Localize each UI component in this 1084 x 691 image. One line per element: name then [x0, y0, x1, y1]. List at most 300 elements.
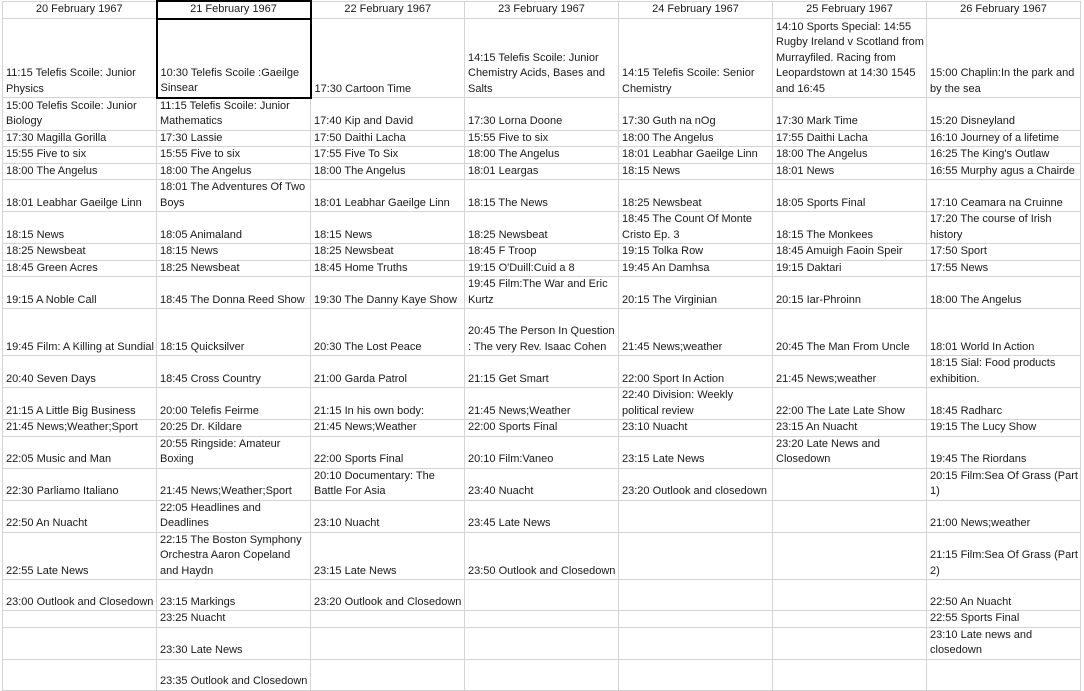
schedule-cell[interactable] — [311, 436, 465, 468]
schedule-cell[interactable] — [619, 212, 773, 244]
schedule-cell[interactable] — [465, 19, 619, 98]
schedule-cell[interactable] — [157, 212, 311, 244]
schedule-cell[interactable] — [465, 277, 619, 309]
schedule-cell[interactable] — [3, 19, 157, 98]
schedule-cell[interactable] — [927, 627, 1081, 659]
program-entry: 21:45 News;weather — [622, 340, 723, 353]
program-entry: 21:45 News;Weather — [314, 421, 417, 433]
schedule-cell[interactable] — [465, 309, 619, 356]
date-header[interactable]: 25 February 1967 — [773, 1, 927, 19]
schedule-cell[interactable] — [157, 19, 311, 98]
program-entry: 15:55 Five to six — [6, 148, 87, 160]
schedule-row — [3, 420, 1081, 437]
program-entry: 22:00 The Late Late Show — [776, 404, 905, 417]
program-entry: 18:01 Leargas — [468, 164, 539, 177]
program-entry: 18:45 Home Truths — [314, 261, 408, 274]
schedule-cell[interactable] — [3, 98, 157, 131]
schedule-cell[interactable] — [773, 388, 927, 420]
schedule-cell[interactable] — [619, 130, 773, 147]
program-entry: 18:45 Green Acres — [6, 261, 98, 274]
schedule-cell[interactable] — [619, 163, 773, 180]
program-entry: 23:35 Outlook and Closedown — [160, 675, 308, 687]
schedule-cell[interactable] — [3, 532, 157, 580]
program-entry: 18:00 The Angelus — [468, 148, 560, 160]
schedule-cell[interactable] — [927, 163, 1081, 180]
program-entry: 18:15 The News — [468, 196, 548, 209]
program-entry: 18:45 Radharc — [930, 404, 1003, 417]
program-entry: 19:15 A Noble Call — [6, 293, 97, 306]
schedule-cell[interactable] — [773, 356, 927, 388]
schedule-cell[interactable] — [619, 180, 773, 212]
schedule-cell[interactable] — [773, 309, 927, 356]
program-entry: 23:25 Nuacht — [160, 612, 226, 624]
schedule-cell[interactable] — [311, 532, 465, 580]
schedule-cell[interactable] — [311, 277, 465, 309]
program-entry: 17:30 Guth na nOg — [622, 115, 716, 127]
program-entry: 18:45 F Troop — [468, 245, 537, 257]
schedule-cell[interactable] — [927, 260, 1081, 277]
schedule-cell[interactable] — [619, 420, 773, 437]
schedule-cell[interactable] — [465, 147, 619, 164]
program-entry: 23:30 Late News — [160, 644, 243, 656]
program-entry: 22:15 The Boston Symphony Orchestra Aaron Copeland and Haydn — [160, 533, 302, 577]
program-entry: 18:45 Cross Country — [160, 372, 261, 385]
schedule-row — [3, 611, 1081, 628]
schedule-cell[interactable] — [311, 180, 465, 212]
program-entry: 17:10 Ceamara na Cruinne — [930, 196, 1063, 209]
schedule-cell[interactable] — [773, 659, 927, 690]
program-entry: 20:45 The Person In Question : The very Rev. Isaac Cohen — [468, 325, 615, 353]
schedule-cell[interactable] — [3, 420, 157, 437]
program-entry: 20:45 The Man From Uncle — [776, 340, 910, 353]
schedule-cell[interactable] — [465, 98, 619, 131]
schedule-cell[interactable] — [927, 244, 1081, 261]
date-header[interactable]: 24 February 1967 — [619, 1, 773, 19]
schedule-cell[interactable] — [157, 611, 311, 628]
schedule-cell[interactable] — [927, 356, 1081, 388]
schedule-cell[interactable] — [465, 627, 619, 659]
schedule-cell[interactable] — [3, 468, 157, 500]
program-entry: 20:30 The Lost Peace — [314, 340, 422, 353]
program-entry: 21:45 News;Weather;Sport — [6, 421, 138, 433]
schedule-cell[interactable] — [773, 532, 927, 580]
program-entry: 11:15 Telefis Scoile: Junior Mathematics — [160, 99, 290, 127]
schedule-cell[interactable] — [311, 627, 465, 659]
schedule-cell[interactable] — [157, 244, 311, 261]
schedule-cell[interactable] — [465, 659, 619, 690]
program-entry: 23:15 An Nuacht — [776, 421, 858, 433]
schedule-cell[interactable] — [773, 98, 927, 131]
schedule-cell[interactable] — [157, 147, 311, 164]
date-header[interactable]: 21 February 1967 — [157, 1, 311, 19]
schedule-cell[interactable] — [927, 212, 1081, 244]
program-entry: 10:30 Telefis Scoile :Gaeilge Sinsear — [160, 66, 300, 94]
schedule-row — [3, 659, 1081, 690]
program-entry: 18:45 The Count Of Monte Cristo Ep. 3 — [622, 213, 753, 241]
schedule-cell[interactable] — [311, 98, 465, 131]
date-header-row — [3, 1, 1081, 19]
schedule-cell[interactable] — [619, 309, 773, 356]
schedule-cell[interactable] — [927, 580, 1081, 611]
schedule-cell[interactable] — [3, 260, 157, 277]
schedule-cell[interactable] — [311, 500, 465, 532]
program-entry: 23:45 Late News — [468, 517, 551, 529]
program-entry: 18:25 Newsbeat — [314, 245, 394, 257]
schedule-cell[interactable] — [3, 436, 157, 468]
schedule-row — [3, 244, 1081, 261]
program-entry: 18:25 Newsbeat — [6, 245, 86, 257]
schedule-cell[interactable] — [927, 611, 1081, 628]
schedule-cell[interactable] — [311, 163, 465, 180]
schedule-cell[interactable] — [157, 468, 311, 500]
schedule-cell[interactable] — [157, 130, 311, 147]
program-entry: 18:01 The Adventures Of Two Boys — [160, 181, 306, 209]
program-entry: 23:10 Late news and closedown — [930, 628, 1033, 656]
schedule-cell[interactable] — [157, 659, 311, 690]
schedule-row — [3, 147, 1081, 164]
schedule-cell[interactable] — [465, 212, 619, 244]
program-entry: 15:55 Five to six — [468, 131, 549, 144]
program-entry: 19:45 Film: A Killing at Sundial — [6, 340, 154, 353]
program-entry: 15:20 Disneyland — [930, 115, 1016, 127]
program-entry: 21:45 News;Weather — [468, 404, 571, 417]
schedule-cell[interactable] — [619, 19, 773, 98]
schedule-cell[interactable] — [157, 277, 311, 309]
schedule-cell[interactable] — [3, 309, 157, 356]
program-entry: 17:50 Sport — [930, 245, 987, 257]
program-entry: 14:15 Telefis Scoile: Senior Chemistry — [622, 67, 755, 95]
schedule-cell[interactable] — [773, 627, 927, 659]
program-entry: 19:45 Film:The War and Eric Kurtz — [468, 278, 608, 306]
schedule-cell[interactable] — [927, 388, 1081, 420]
program-entry: 18:01 World In Action — [930, 340, 1035, 353]
date-header[interactable]: 20 February 1967 — [3, 1, 157, 19]
program-entry: 23:00 Outlook and Closedown — [6, 595, 154, 608]
program-entry: 23:20 Outlook and Closedown — [314, 595, 462, 608]
program-entry: 21:45 News;Weather;Sport — [160, 485, 292, 497]
program-entry: 21:15 In his own body: — [314, 404, 425, 417]
schedule-cell[interactable] — [3, 212, 157, 244]
schedule-cell[interactable] — [311, 580, 465, 611]
program-entry: 18:00 The Angelus — [6, 164, 98, 177]
schedule-cell[interactable] — [3, 130, 157, 147]
schedule-cell[interactable] — [465, 180, 619, 212]
schedule-cell[interactable] — [465, 500, 619, 532]
program-entry: 18:00 The Angelus — [314, 164, 406, 177]
program-entry: 17:20 The course of Irish history — [930, 213, 1052, 241]
schedule-row — [3, 163, 1081, 180]
date-header[interactable]: 26 February 1967 — [927, 1, 1081, 19]
schedule-cell[interactable] — [619, 356, 773, 388]
schedule-cell[interactable] — [619, 627, 773, 659]
program-entry: 20:15 Iar-Phroinn — [776, 293, 861, 306]
program-entry: 23:15 Late News — [314, 564, 397, 577]
program-entry: 18:01 Leabhar Gaeilge Linn — [622, 148, 758, 160]
schedule-cell[interactable] — [3, 611, 157, 628]
schedule-cell[interactable] — [773, 260, 927, 277]
schedule-cell[interactable] — [465, 244, 619, 261]
schedule-cell[interactable] — [773, 468, 927, 500]
schedule-cell[interactable] — [465, 130, 619, 147]
schedule-cell[interactable] — [619, 500, 773, 532]
schedule-cell[interactable] — [773, 580, 927, 611]
schedule-cell[interactable] — [927, 420, 1081, 437]
schedule-cell[interactable] — [619, 260, 773, 277]
program-entry: 19:30 The Danny Kaye Show — [314, 293, 457, 306]
schedule-cell[interactable] — [927, 309, 1081, 356]
schedule-cell[interactable] — [3, 627, 157, 659]
schedule-cell[interactable] — [311, 212, 465, 244]
program-entry: 17:50 Daithi Lacha — [314, 131, 406, 144]
program-entry: 19:15 Daktari — [776, 261, 842, 274]
program-entry: 15:00 Telefis Scoile: Junior Biology — [6, 99, 137, 127]
schedule-cell[interactable] — [773, 180, 927, 212]
program-entry: 16:55 Murphy agus a Chairde — [930, 164, 1075, 177]
program-entry: 19:15 The Lucy Show — [930, 421, 1037, 433]
program-entry: 17:30 Cartoon Time — [314, 82, 412, 95]
program-entry: 18:00 The Angelus — [160, 164, 252, 177]
schedule-row — [3, 309, 1081, 356]
schedule-cell[interactable] — [311, 468, 465, 500]
schedule-cell[interactable] — [311, 659, 465, 690]
program-entry: 22:05 Music and Man — [6, 453, 112, 465]
schedule-cell[interactable] — [157, 532, 311, 580]
schedule-cell[interactable] — [157, 163, 311, 180]
schedule-row — [3, 98, 1081, 131]
schedule-cell[interactable] — [773, 436, 927, 468]
schedule-cell[interactable] — [465, 611, 619, 628]
schedule-cell[interactable] — [465, 163, 619, 180]
schedule-cell[interactable] — [619, 468, 773, 500]
program-entry: 23:50 Outlook and Closedown — [468, 564, 616, 577]
schedule-row — [3, 19, 1081, 98]
schedule-cell[interactable] — [619, 580, 773, 611]
schedule-cell[interactable] — [3, 244, 157, 261]
schedule-cell[interactable] — [465, 468, 619, 500]
program-entry: 22:30 Parliamo Italiano — [6, 485, 119, 497]
program-entry: 18:25 Newsbeat — [160, 261, 240, 274]
program-entry: 14:15 Telefis Scoile: Junior Chemistry Acids, Bases and Salts — [468, 51, 605, 95]
schedule-cell[interactable] — [3, 388, 157, 420]
schedule-cell[interactable] — [311, 147, 465, 164]
schedule-cell[interactable] — [927, 98, 1081, 131]
program-entry: 17:30 Magilla Gorilla — [6, 131, 107, 144]
schedule-cell[interactable] — [465, 436, 619, 468]
schedule-row — [3, 260, 1081, 277]
program-entry: 21:00 News;weather — [930, 517, 1031, 529]
program-entry: 18:00 The Angelus — [622, 131, 714, 144]
schedule-cell[interactable] — [773, 611, 927, 628]
program-entry: 23:20 Outlook and closedown — [622, 485, 767, 497]
schedule-cell[interactable] — [311, 420, 465, 437]
program-entry: 23:15 Markings — [160, 595, 236, 608]
program-entry: 18:15 News — [6, 228, 65, 241]
schedule-row — [3, 627, 1081, 659]
schedule-cell[interactable] — [311, 356, 465, 388]
schedule-cell[interactable] — [619, 436, 773, 468]
program-entry: 18:15 Sial: Food products exhibition. — [930, 357, 1056, 385]
program-entry: 21:15 Film:Sea Of Grass (Part 2) — [930, 549, 1078, 577]
program-entry: 21:15 A Little Big Business — [6, 404, 136, 417]
program-entry: 18:05 Animaland — [160, 228, 242, 241]
program-entry: 22:00 Sports Final — [468, 421, 558, 433]
program-entry: 18:15 The Monkees — [776, 228, 874, 241]
schedule-cell[interactable] — [619, 611, 773, 628]
program-entry: 18:00 The Angelus — [930, 293, 1022, 306]
program-entry: 17:30 Lorna Doone — [468, 115, 563, 127]
schedule-cell[interactable] — [157, 420, 311, 437]
schedule-cell[interactable] — [927, 500, 1081, 532]
program-entry: 18:01 Leabhar Gaeilge Linn — [314, 196, 450, 209]
schedule-cell[interactable] — [927, 19, 1081, 98]
date-header[interactable]: 22 February 1967 — [311, 1, 465, 19]
schedule-cell[interactable] — [773, 420, 927, 437]
program-entry: 18:25 Newsbeat — [468, 228, 548, 241]
program-entry: 18:01 News — [776, 164, 835, 177]
schedule-cell[interactable] — [773, 277, 927, 309]
program-entry: 17:30 Lassie — [160, 131, 223, 144]
schedule-cell[interactable] — [3, 180, 157, 212]
program-entry: 15:55 Five to six — [160, 148, 241, 160]
program-entry: 20:40 Seven Days — [6, 372, 96, 385]
schedule-cell[interactable] — [157, 500, 311, 532]
program-entry: 18:45 Amuigh Faoin Speir — [776, 245, 903, 257]
program-entry: 17:40 Kip and David — [314, 115, 414, 127]
program-entry: 20:25 Dr. Kildare — [160, 421, 242, 433]
schedule-cell[interactable] — [311, 244, 465, 261]
program-entry: 19:45 The Riordans — [930, 453, 1027, 465]
schedule-cell[interactable] — [3, 659, 157, 690]
schedule-cell[interactable] — [927, 130, 1081, 147]
schedule-spreadsheet — [2, 0, 1081, 691]
date-header[interactable]: 23 February 1967 — [465, 1, 619, 19]
schedule-cell[interactable] — [311, 19, 465, 98]
schedule-row — [3, 468, 1081, 500]
program-entry: 18:00 The Angelus — [776, 148, 868, 160]
schedule-cell[interactable] — [157, 180, 311, 212]
schedule-cell[interactable] — [157, 356, 311, 388]
schedule-cell[interactable] — [157, 627, 311, 659]
program-entry: 17:55 Daithi Lacha — [776, 131, 868, 144]
program-entry: 23:40 Nuacht — [468, 485, 534, 497]
schedule-cell[interactable] — [157, 436, 311, 468]
schedule-cell[interactable] — [619, 659, 773, 690]
program-entry: 22:55 Late News — [6, 564, 89, 577]
schedule-cell[interactable] — [465, 388, 619, 420]
program-entry: 18:01 Leabhar Gaeilge Linn — [6, 196, 142, 209]
schedule-cell[interactable] — [157, 388, 311, 420]
schedule-cell[interactable] — [311, 260, 465, 277]
program-entry: 16:10 Journey of a lifetime — [930, 131, 1060, 144]
schedule-row — [3, 130, 1081, 147]
program-entry: 18:15 Quicksilver — [160, 340, 245, 353]
program-entry: 18:15 News — [160, 245, 219, 257]
schedule-cell[interactable] — [619, 388, 773, 420]
program-entry: 19:15 O'Duill:Cuid a 8 — [468, 261, 575, 274]
schedule-cell[interactable] — [3, 356, 157, 388]
schedule-cell[interactable] — [465, 580, 619, 611]
schedule-cell[interactable] — [619, 244, 773, 261]
schedule-cell[interactable] — [157, 98, 311, 131]
program-entry: 21:15 Get Smart — [468, 372, 549, 385]
schedule-cell[interactable] — [465, 260, 619, 277]
schedule-cell[interactable] — [3, 500, 157, 532]
program-entry: 18:05 Sports Final — [776, 196, 866, 209]
schedule-cell[interactable] — [465, 356, 619, 388]
schedule-cell[interactable] — [773, 130, 927, 147]
schedule-cell[interactable] — [3, 163, 157, 180]
schedule-cell[interactable] — [927, 180, 1081, 212]
schedule-cell[interactable] — [311, 388, 465, 420]
program-entry: 18:45 The Donna Reed Show — [160, 293, 305, 306]
schedule-cell[interactable] — [773, 212, 927, 244]
schedule-cell[interactable] — [157, 260, 311, 277]
schedule-cell[interactable] — [927, 147, 1081, 164]
schedule-cell[interactable] — [311, 611, 465, 628]
schedule-cell[interactable] — [773, 19, 927, 98]
program-entry: 23:10 Nuacht — [622, 421, 688, 433]
schedule-cell[interactable] — [927, 532, 1081, 580]
schedule-cell[interactable] — [773, 163, 927, 180]
program-entry: 20:10 Film:Vaneo — [468, 453, 554, 465]
schedule-row — [3, 277, 1081, 309]
program-entry: 23:15 Late News — [622, 453, 705, 465]
schedule-cell[interactable] — [157, 580, 311, 611]
program-entry: 18:15 News — [622, 164, 681, 177]
schedule-cell[interactable] — [311, 309, 465, 356]
schedule-cell[interactable] — [465, 532, 619, 580]
schedule-cell[interactable] — [3, 147, 157, 164]
program-entry: 22:40 Division: Weekly political review — [622, 389, 734, 417]
program-entry: 18:15 News — [314, 228, 373, 241]
schedule-cell[interactable] — [311, 130, 465, 147]
schedule-cell[interactable] — [157, 309, 311, 356]
program-entry: 20:15 Film:Sea Of Grass (Part 1) — [930, 469, 1078, 497]
schedule-cell[interactable] — [465, 420, 619, 437]
program-entry: 15:00 Chaplin:In the park and by the sea — [930, 67, 1075, 95]
schedule-cell[interactable] — [927, 436, 1081, 468]
program-entry: 22:50 An Nuacht — [930, 595, 1012, 608]
program-entry: 14:10 Sports Special: 14:55 Rugby Ireland v Scotland from Murrayfiled. Racing from Leopardstown at 14:30 1545 and 16:45 — [776, 20, 924, 95]
schedule-cell[interactable] — [3, 580, 157, 611]
schedule-cell[interactable] — [619, 277, 773, 309]
schedule-cell[interactable] — [3, 277, 157, 309]
schedule-cell[interactable] — [927, 468, 1081, 500]
program-entry: 19:15 Tolka Row — [622, 245, 704, 257]
schedule-cell[interactable] — [773, 147, 927, 164]
schedule-cell[interactable] — [927, 659, 1081, 690]
program-entry: 11:15 Telefis Scoile: Junior Physics — [6, 67, 136, 95]
program-entry: 17:30 Mark Time — [776, 115, 858, 127]
program-entry: 21:00 Garda Patrol — [314, 372, 407, 385]
schedule-cell[interactable] — [773, 244, 927, 261]
schedule-cell[interactable] — [927, 277, 1081, 309]
schedule-cell[interactable] — [619, 147, 773, 164]
schedule-row — [3, 388, 1081, 420]
program-entry: 17:55 Five To Six — [314, 148, 399, 160]
program-entry: 22:00 Sports Final — [314, 453, 404, 465]
schedule-cell[interactable] — [773, 500, 927, 532]
program-entry: 23:10 Nuacht — [314, 517, 380, 529]
program-entry: 22:05 Headlines and Deadlines — [160, 501, 261, 529]
program-entry: 20:55 Ringside: Amateur Boxing — [160, 437, 281, 465]
schedule-cell[interactable] — [619, 532, 773, 580]
program-entry: 20:15 The Virginian — [622, 293, 717, 306]
schedule-cell[interactable] — [619, 98, 773, 131]
program-entry: 16:25 The King's Outlaw — [930, 148, 1050, 160]
program-entry: 21:45 News;weather — [776, 372, 877, 385]
program-entry: 22:55 Sports Final — [930, 612, 1020, 624]
